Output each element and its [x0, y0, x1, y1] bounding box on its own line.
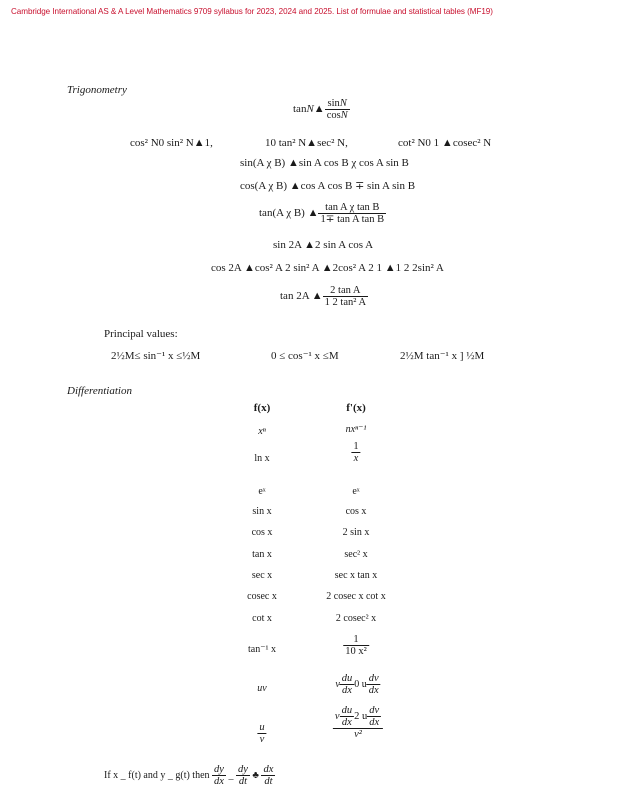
tan-label: tan — [293, 103, 307, 116]
arctan-d-den: 10 x² — [345, 646, 367, 657]
product-dv: dv — [368, 673, 379, 684]
sin-double: sin 2A ▲2 sin A cos A — [273, 239, 374, 251]
product-dx2: dx — [368, 685, 379, 696]
row-cosec-d: 2 cosec x cot x — [326, 591, 386, 602]
row-tan-d: sec² x — [344, 549, 368, 560]
param-dy2: dy — [237, 764, 248, 775]
principal-values-label: Principal values: — [104, 328, 178, 340]
param-dt2: dt — [238, 776, 247, 787]
sin-addition: sin(A χ B) ▲sin A cos B χ cos A sin B — [240, 157, 409, 169]
equals-sym: ▲ — [313, 103, 325, 116]
quotient-dx2: dx — [369, 717, 380, 728]
ln-d-den: x — [353, 453, 359, 464]
parametric-rule — [104, 764, 275, 787]
param-dx1: dx — [214, 776, 224, 787]
cos-double: cos 2A ▲cos² A 2 sin² A ▲2cos² A 2 1 ▲1 2 2sin² A — [211, 262, 444, 274]
principal-cos-inv: 0 ≤ cos⁻¹ x ≤M — [271, 350, 339, 362]
tan2a-den: 1 2 tan² A — [324, 297, 367, 308]
param-dx3: dx — [263, 764, 274, 775]
row-arctan-f: tan⁻¹ x — [248, 644, 276, 655]
row-cosec-f: cosec x — [247, 591, 277, 602]
row-sec-f: sec x — [251, 570, 273, 581]
tan-def-den-var: N — [340, 110, 348, 121]
tan2a-lhs: tan 2A ▲ — [280, 290, 323, 303]
identity-pythagorean: cos² N0 sin² N▲1, — [130, 137, 213, 149]
row-ln-f: ln x — [254, 453, 270, 464]
row-product-f: uv — [257, 683, 267, 694]
tan-add-den: 1∓ tan A tan B — [320, 214, 385, 225]
row-exp-f: eˣ — [258, 486, 266, 497]
row-cos-f: cos x — [251, 527, 273, 538]
quotient-v-squared: v² — [354, 729, 362, 740]
ln-d-num: 1 — [353, 441, 359, 452]
principal-tan-inv: 2½M tan⁻¹ x ] ½M — [400, 350, 485, 362]
param-dy1: dy — [214, 764, 224, 775]
row-sec-d: sec x tan x — [334, 570, 378, 581]
tan-def-num: sin — [327, 98, 340, 109]
identity-sec: 10 tan² N▲sec² N, — [265, 137, 348, 149]
row-cos-d: 2 sin x — [342, 527, 370, 538]
product-dx: dx — [342, 685, 352, 696]
trigonometry-heading: Trigonometry — [67, 84, 127, 96]
tan-var: N — [306, 103, 314, 116]
row-sin-f: sin x — [252, 506, 272, 517]
row-sin-d: cos x — [345, 506, 367, 517]
param-op1: _ — [228, 769, 234, 781]
row-xn-f: xⁿ — [258, 426, 266, 437]
tan-def-den: cos — [326, 110, 341, 121]
product-mid: 0 u — [354, 678, 367, 690]
row-tan-f: tan x — [252, 549, 272, 560]
tan-addition — [259, 202, 386, 225]
parametric-text: If x _ f(t) and y _ g(t) then — [104, 769, 210, 781]
quotient-du: du — [341, 705, 353, 716]
column-header-fx: f(x) — [253, 402, 271, 414]
quotient-u: u — [259, 722, 265, 733]
document-header: Cambridge International AS & A Level Mathematics 9709 syllabus for 2023, 2024 and 2025. List of formulae and statistical tables (MF19) — [11, 7, 493, 16]
cos-addition: cos(A χ B) ▲cos A cos B ∓ sin A sin B — [240, 180, 416, 192]
principal-sin-inv: 2½M≤ sin⁻¹ x ≤½M — [111, 350, 201, 362]
tan2a-num: 2 tan A — [323, 285, 368, 297]
column-header-dfx: f'(x) — [346, 402, 366, 414]
param-op2: ♣ — [252, 769, 259, 781]
quotient-dx: dx — [341, 717, 352, 728]
differentiation-heading: Differentiation — [67, 385, 132, 397]
row-product-d — [335, 673, 380, 696]
quotient-inner-v: v — [334, 710, 340, 722]
row-arctan-d — [343, 634, 369, 657]
product-du: du — [341, 673, 353, 684]
arctan-d-num: 1 — [343, 634, 369, 646]
quotient-dv: dv — [369, 705, 380, 716]
tan-add-lhs: tan(A χ B) ▲ — [259, 207, 319, 220]
quotient-v: v — [259, 734, 265, 745]
tan-definition — [293, 98, 350, 121]
product-v: v — [335, 678, 340, 690]
tan-def-num-var: N — [339, 98, 347, 109]
tan-add-num: tan A χ tan B — [318, 202, 386, 214]
row-cot-f: cot x — [252, 613, 272, 624]
quotient-mid: 2 u — [354, 710, 368, 722]
row-ln-d — [351, 441, 360, 464]
row-quotient-d — [333, 705, 383, 740]
row-quotient-f — [257, 722, 266, 745]
tan-double — [280, 285, 368, 308]
identity-cosec: cot² N0 1 ▲cosec² N — [398, 137, 492, 149]
param-dt3: dt — [264, 776, 273, 787]
row-exp-d: eˣ — [352, 486, 360, 497]
row-xn-d: nxⁿ⁻¹ — [345, 424, 367, 435]
row-cot-d: 2 cosec² x — [335, 613, 377, 624]
